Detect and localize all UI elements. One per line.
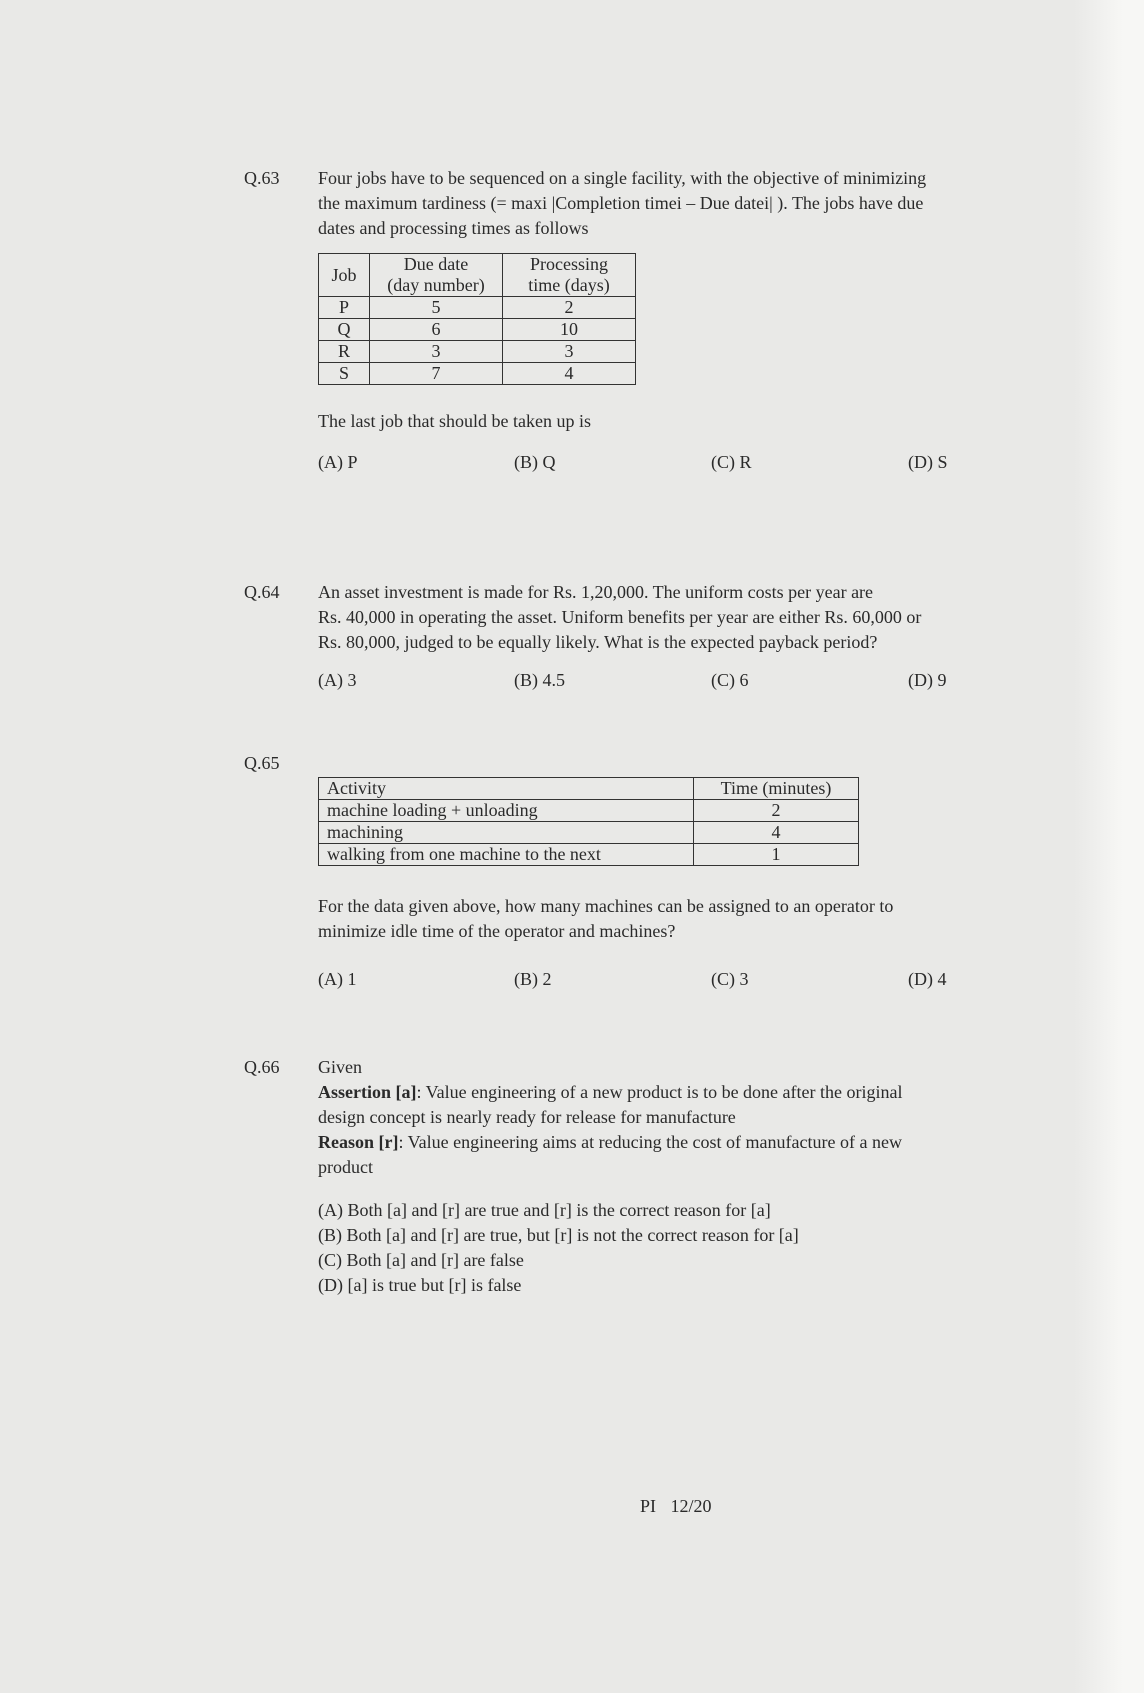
assertion-line: design concept is nearly ready for release for manufacture: [318, 1107, 736, 1127]
cell-job: P: [319, 297, 370, 319]
option-d[interactable]: (D) 9: [908, 670, 947, 690]
reason-label: Reason [r]: [318, 1132, 399, 1152]
col-header-due-date: Due date (day number): [370, 254, 503, 297]
question-stem-line: minimize idle time of the operator and machines?: [318, 921, 676, 941]
cell-activity: walking from one machine to the next: [319, 844, 694, 866]
question-prompt: The last job that should be taken up is: [318, 411, 591, 431]
cell-proc: 2: [503, 297, 636, 319]
col-header-job: Job: [319, 254, 370, 297]
question-number: Q.63: [244, 168, 280, 188]
option-d[interactable]: (D) S: [908, 452, 948, 472]
option-d[interactable]: (D) 4: [908, 969, 947, 989]
question-body: [318, 751, 1074, 993]
cell-due: 7: [370, 363, 503, 385]
option-b[interactable]: (B) Both [a] and [r] are true, but [r] is not the correct reason for [a]: [318, 1225, 799, 1245]
answer-options: [318, 967, 1074, 993]
option-a[interactable]: (A) 1: [318, 969, 357, 989]
option-a[interactable]: (A) Both [a] and [r] are true and [r] is the correct reason for [a]: [318, 1200, 771, 1220]
question-number: Q.66: [244, 1057, 280, 1077]
table-row: [319, 822, 859, 844]
col-header-time: Time (minutes): [694, 778, 859, 800]
option-a[interactable]: (A) 3: [318, 670, 357, 690]
option-a[interactable]: (A) P: [318, 452, 358, 472]
option-b[interactable]: (B) 4.5: [514, 670, 565, 690]
cell-time: 4: [694, 822, 859, 844]
page-edge-shadow: [1074, 0, 1144, 1693]
table-row: [319, 844, 859, 866]
cell-due: 5: [370, 297, 503, 319]
answer-options: [318, 668, 1074, 694]
given-label: Given: [318, 1057, 362, 1077]
table-header-row: [319, 254, 636, 297]
assertion-line: Assertion [a]: Value engineering of a new product is to be done after the original: [318, 1082, 903, 1102]
page-footer: PI 12/20: [640, 1496, 712, 1516]
question-body: [318, 1055, 1074, 1298]
table-row: [319, 319, 636, 341]
question-66: [244, 1055, 1074, 1315]
reason-line: product: [318, 1157, 373, 1177]
cell-activity: machining: [319, 822, 694, 844]
cell-due: 6: [370, 319, 503, 341]
question-stem-line: Rs. 40,000 in operating the asset. Uniform benefits per year are either Rs. 60,000 or: [318, 607, 922, 627]
jobs-table: [318, 253, 636, 385]
question-stem-line: An asset investment is made for Rs. 1,20,000. The uniform costs per year are: [318, 582, 874, 602]
question-number: Q.65: [244, 753, 280, 773]
table-row: [319, 341, 636, 363]
cell-time: 2: [694, 800, 859, 822]
reason-line: Reason [r]: Value engineering aims at reducing the cost of manufacture of a new: [318, 1132, 902, 1152]
option-c[interactable]: (C) 3: [711, 969, 749, 989]
question-stem-line: Four jobs have to be sequenced on a single facility, with the objective of minimizing: [318, 168, 927, 188]
table-row: [319, 297, 636, 319]
cell-activity: machine loading + unloading: [319, 800, 694, 822]
cell-proc: 3: [503, 341, 636, 363]
option-c[interactable]: (C) Both [a] and [r] are false: [318, 1250, 524, 1270]
answer-options: [318, 1198, 1074, 1298]
option-c[interactable]: (C) 6: [711, 670, 749, 690]
option-b[interactable]: (B) Q: [514, 452, 556, 472]
cell-time: 1: [694, 844, 859, 866]
cell-proc: 10: [503, 319, 636, 341]
question-65: [244, 751, 1074, 1011]
question-body: [318, 580, 1074, 694]
cell-job: S: [319, 363, 370, 385]
question-stem-line: For the data given above, how many machines can be assigned to an operator to: [318, 896, 894, 916]
question-stem-line: the maximum tardiness (= maxi |Completion timei – Due datei| ). The jobs have due: [318, 193, 924, 213]
col-header-processing-time: Processing time (days): [503, 254, 636, 297]
col-header-activity: Activity: [319, 778, 694, 800]
option-c[interactable]: (C) R: [711, 452, 752, 472]
question-stem-line: Rs. 80,000, judged to be equally likely. What is the expected payback period?: [318, 632, 878, 652]
question-body: [318, 166, 1074, 476]
option-b[interactable]: (B) 2: [514, 969, 552, 989]
cell-job: R: [319, 341, 370, 363]
question-stem-line: dates and processing times as follows: [318, 218, 589, 238]
answer-options: [318, 450, 1074, 476]
cell-due: 3: [370, 341, 503, 363]
question-64: [244, 580, 1074, 700]
question-63: [244, 166, 1074, 526]
table-row: [319, 800, 859, 822]
activity-table: [318, 777, 859, 866]
table-header-row: [319, 778, 859, 800]
question-number: Q.64: [244, 582, 280, 602]
option-d[interactable]: (D) [a] is true but [r] is false: [318, 1275, 522, 1295]
table-row: [319, 363, 636, 385]
cell-job: Q: [319, 319, 370, 341]
cell-proc: 4: [503, 363, 636, 385]
assertion-label: Assertion [a]: [318, 1082, 417, 1102]
